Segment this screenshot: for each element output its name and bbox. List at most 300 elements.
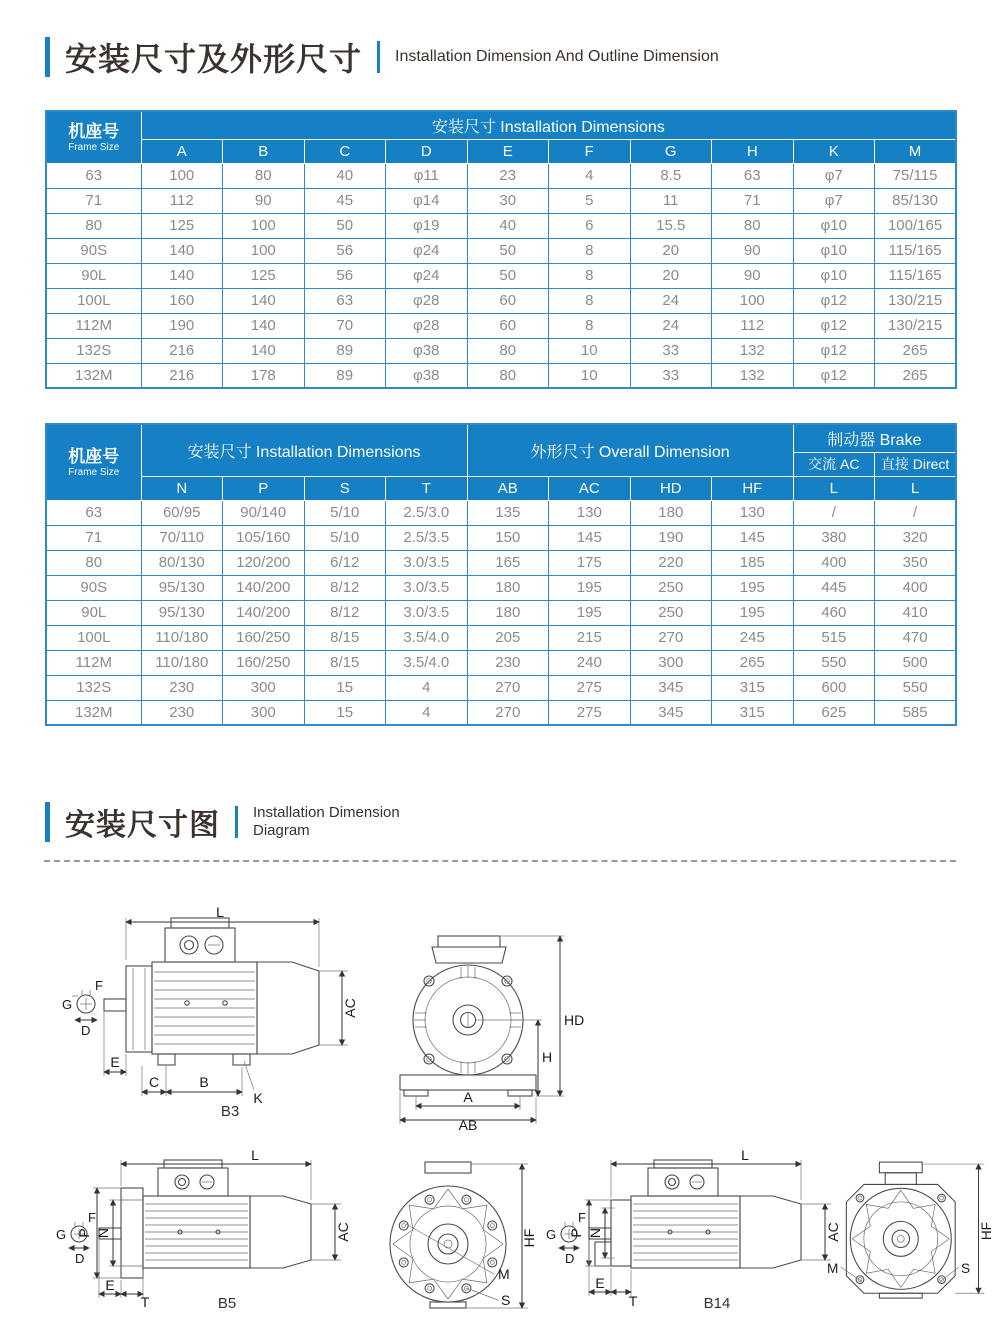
dimension-cell: 20: [630, 238, 712, 263]
dim-label-n: N: [95, 1227, 111, 1239]
table-row: [46, 363, 956, 388]
dimension-cell: 60: [467, 288, 549, 313]
dim-label-p: P: [76, 1228, 92, 1238]
dimension-cell: 275: [549, 700, 631, 725]
table-row: [46, 163, 956, 188]
dim-label-d: D: [565, 1251, 575, 1266]
dimension-cell: 190: [630, 525, 712, 550]
frame-size-cell: 112M: [46, 313, 141, 338]
dim-label-e: E: [110, 1054, 120, 1070]
dim-label-m: M: [826, 1260, 839, 1276]
dim-label-l: L: [216, 904, 224, 920]
column-letter-row: [46, 139, 956, 163]
dimension-cell: 8: [549, 263, 631, 288]
flange-front-drawing: [846, 1162, 955, 1298]
dimension-cell: 100: [223, 238, 305, 263]
dimension-cell: 585: [875, 700, 957, 725]
dimension-cell: φ10: [793, 213, 875, 238]
dimension-cell: 112: [712, 313, 794, 338]
dimension-cell: φ12: [793, 288, 875, 313]
dimension-cell: φ28: [386, 288, 468, 313]
dim-label-g: G: [546, 1227, 557, 1242]
dimension-cell: 8: [549, 238, 631, 263]
overall-dimensions-table: [45, 423, 957, 726]
dimension-cell: 75/115: [875, 163, 957, 188]
dimension-cell: φ12: [793, 363, 875, 388]
dimension-cell: φ7: [793, 188, 875, 213]
dimension-cell: 195: [549, 575, 631, 600]
dimension-cell: φ38: [386, 363, 468, 388]
table-row: [46, 650, 956, 675]
column-header: B: [223, 139, 305, 163]
dimension-cell: 90/140: [223, 500, 305, 525]
frame-size-cell: 80: [46, 213, 141, 238]
dimension-cell: 550: [875, 675, 957, 700]
dimension-cell: 445: [793, 575, 875, 600]
table-group-header-row: [46, 111, 956, 139]
dimension-cell: 8/15: [304, 650, 386, 675]
table-row: [46, 500, 956, 525]
dimension-cell: 24: [630, 288, 712, 313]
dimension-cell: 15.5: [630, 213, 712, 238]
dimension-cell: 70: [304, 313, 386, 338]
dimension-cell: 70/110: [141, 525, 223, 550]
dimension-cell: 8.5: [630, 163, 712, 188]
dimension-cell: 110/180: [141, 650, 223, 675]
dimension-cell: 3.5/4.0: [386, 650, 468, 675]
dimension-cell: 300: [630, 650, 712, 675]
table-row: [46, 600, 956, 625]
column-header: K: [793, 139, 875, 163]
dim-label-g: G: [56, 1227, 67, 1242]
table-row: [46, 288, 956, 313]
dimension-cell: 10: [549, 338, 631, 363]
dimension-cell: 315: [712, 675, 794, 700]
dimension-cell: φ12: [793, 313, 875, 338]
column-header: P: [223, 476, 305, 500]
group-header-installation-dimensions: 安装尺寸 Installation Dimensions: [141, 111, 956, 139]
dim-label-l: L: [251, 1147, 259, 1163]
b5-dimension-lines: [93, 1160, 341, 1298]
dim-label-f: F: [88, 1210, 96, 1225]
dimension-cell: 180: [630, 500, 712, 525]
frame-size-header-en: Frame Size: [68, 466, 120, 478]
dim-label-m: M: [498, 1266, 510, 1282]
column-header: E: [467, 139, 549, 163]
subheader-direct: 直接 Direct: [875, 452, 957, 476]
title-divider: [377, 41, 380, 73]
table-row: [46, 213, 956, 238]
frame-size-cell: 90S: [46, 575, 141, 600]
dimension-cell: 56: [304, 263, 386, 288]
frame-size-cell: 112M: [46, 650, 141, 675]
dimension-cell: 140/200: [223, 575, 305, 600]
dimension-cell: 165: [467, 550, 549, 575]
table-row: [46, 525, 956, 550]
dimension-cell: 150: [467, 525, 549, 550]
dimension-cell: 140/200: [223, 600, 305, 625]
dim-label-e: E: [105, 1277, 115, 1293]
dimension-cell: 270: [467, 675, 549, 700]
dimension-cell: 63: [712, 163, 794, 188]
dimension-cell: 195: [712, 575, 794, 600]
column-header: F: [549, 139, 631, 163]
table-row: [46, 625, 956, 650]
title-accent-bar: [45, 802, 50, 842]
dimension-cell: 140: [141, 238, 223, 263]
dimension-cell: 270: [630, 625, 712, 650]
dimension-cell: 90: [712, 238, 794, 263]
dimension-cell: 2.5/3.0: [386, 500, 468, 525]
dim-label-b: B: [199, 1074, 209, 1090]
column-header: HF: [712, 476, 794, 500]
frame-size-cell: 63: [46, 500, 141, 525]
dimension-cell: 115/165: [875, 238, 957, 263]
dimension-cell: 130: [712, 500, 794, 525]
dimension-cell: 95/130: [141, 600, 223, 625]
dimension-cell: 105/160: [223, 525, 305, 550]
dimension-cell: 10: [549, 363, 631, 388]
frame-size-cell: 90L: [46, 600, 141, 625]
dimension-cell: 80/130: [141, 550, 223, 575]
dimension-cell: 71: [712, 188, 794, 213]
dim-label-e: E: [595, 1275, 605, 1291]
dimension-cell: 230: [141, 700, 223, 725]
dim-label-g: G: [62, 997, 73, 1012]
subheader-ac: 交流 AC: [793, 452, 875, 476]
group-header-installation-dimensions: 安装尺寸 Installation Dimensions: [141, 424, 467, 476]
table-row: [46, 675, 956, 700]
dimension-cell: 60: [467, 313, 549, 338]
dimension-cell: 145: [712, 525, 794, 550]
dim-label-l: L: [741, 1147, 749, 1163]
frame-size-cell: 71: [46, 525, 141, 550]
dimension-cell: φ7: [793, 163, 875, 188]
b3-dimension-lines: [104, 918, 348, 1096]
dim-label-hf: HF: [521, 1228, 537, 1248]
dim-label-d: D: [81, 1023, 91, 1038]
dimension-cell: 345: [630, 700, 712, 725]
dimension-cell: 320: [875, 525, 957, 550]
dimension-cell: 380: [793, 525, 875, 550]
dimension-cell: 230: [467, 650, 549, 675]
dimension-cell: φ12: [793, 338, 875, 363]
dimension-cell: 80: [467, 338, 549, 363]
dimension-cell: 100: [223, 213, 305, 238]
dim-label-f: F: [95, 978, 103, 993]
dimension-cell: 4: [386, 675, 468, 700]
dimension-cell: 175: [549, 550, 631, 575]
frame-size-header: [46, 424, 141, 500]
frame-size-cell: 132S: [46, 675, 141, 700]
b3-side-view-diagram: [62, 904, 362, 1119]
dimension-cell: 216: [141, 363, 223, 388]
frame-size-cell: 90L: [46, 263, 141, 288]
dimension-cell: 89: [304, 338, 386, 363]
dimension-cell: 6: [549, 213, 631, 238]
dimension-cell: 160/250: [223, 625, 305, 650]
dimension-cell: φ24: [386, 263, 468, 288]
b3-front-view-diagram: [366, 930, 586, 1133]
dim-label-ac: AC: [825, 1222, 841, 1242]
dimension-cell: 140: [223, 338, 305, 363]
dimension-cell: 50: [467, 263, 549, 288]
installation-dimensions-table: [45, 110, 957, 389]
group-header-overall-dimension: 外形尺寸 Overall Dimension: [467, 424, 793, 476]
dimension-cell: 15: [304, 700, 386, 725]
dimension-cell: φ28: [386, 313, 468, 338]
dimension-cell: 135: [467, 500, 549, 525]
frame-size-header-zh: 机座号: [68, 121, 120, 141]
dim-label-p: P: [568, 1228, 584, 1238]
dimension-cell: φ11: [386, 163, 468, 188]
dimension-cell: 245: [712, 625, 794, 650]
frame-size-cell: 71: [46, 188, 141, 213]
dimension-cell: 130/215: [875, 313, 957, 338]
column-header: C: [304, 139, 386, 163]
flange-front-drawing: [390, 1162, 506, 1308]
dimension-cell: 195: [712, 600, 794, 625]
dimension-cell: φ10: [793, 263, 875, 288]
dashed-separator: [44, 860, 956, 862]
dimension-cell: 115/165: [875, 263, 957, 288]
page-title-zh: 安装尺寸及外形尺寸: [65, 41, 363, 77]
frame-size-cell: 132M: [46, 700, 141, 725]
dimension-cell: 130: [549, 500, 631, 525]
diagram-title-en-line1: Installation Dimension: [253, 804, 400, 821]
section-header-installation-diagram: [45, 800, 1000, 844]
dimension-cell: 145: [549, 525, 631, 550]
b14-caption: B14: [703, 1295, 731, 1312]
dimension-cell: 8/15: [304, 625, 386, 650]
table-row: [46, 238, 956, 263]
dimension-cell: 410: [875, 600, 957, 625]
dimension-cell: 23: [467, 163, 549, 188]
dimension-cell: 230: [141, 675, 223, 700]
dimension-cell: 250: [630, 600, 712, 625]
column-header: AB: [467, 476, 549, 500]
column-header: M: [875, 139, 957, 163]
dimension-cell: φ38: [386, 338, 468, 363]
dimension-cell: 160/250: [223, 650, 305, 675]
dimension-cell: 160: [141, 288, 223, 313]
dimension-cell: 195: [549, 600, 631, 625]
frame-size-header: [46, 111, 141, 163]
dim-label-s: S: [961, 1260, 971, 1276]
b5-side-view-diagram: [55, 1147, 355, 1312]
dimension-cell: 125: [223, 263, 305, 288]
b5-front-view-diagram: [368, 1158, 538, 1313]
dimension-cell: 178: [223, 363, 305, 388]
dim-label-k: K: [253, 1090, 263, 1106]
dimension-cell: 460: [793, 600, 875, 625]
dimension-cell: 45: [304, 188, 386, 213]
dim-label-a: A: [463, 1089, 473, 1105]
column-header: H: [712, 139, 794, 163]
dimension-cell: 8/12: [304, 600, 386, 625]
dimension-cell: φ10: [793, 238, 875, 263]
b14-front-view-diagram: [825, 1158, 995, 1309]
table-row: [46, 575, 956, 600]
dimension-cell: 132: [712, 363, 794, 388]
dimension-cell: 20: [630, 263, 712, 288]
dimension-cell: 315: [712, 700, 794, 725]
dimension-cell: 600: [793, 675, 875, 700]
dimension-cell: 185: [712, 550, 794, 575]
table-row: [46, 550, 956, 575]
dimension-cell: 4: [386, 700, 468, 725]
dimension-cell: 265: [712, 650, 794, 675]
dimension-cell: 180: [467, 575, 549, 600]
dimension-cell: 300: [223, 675, 305, 700]
dimension-cell: 140: [141, 263, 223, 288]
dimension-cell: φ24: [386, 238, 468, 263]
dimension-cell: 515: [793, 625, 875, 650]
dimension-cell: 240: [549, 650, 631, 675]
dimension-cell: 550: [793, 650, 875, 675]
frame-size-header-en: Frame Size: [68, 141, 120, 153]
dimension-cell: 270: [467, 700, 549, 725]
dimension-cell: 180: [467, 600, 549, 625]
dimension-cell: 50: [304, 213, 386, 238]
diagram-title-zh: 安装尺寸图: [65, 809, 220, 842]
dimension-cell: 300: [223, 700, 305, 725]
dimension-cell: 40: [304, 163, 386, 188]
dimension-cell: 140: [223, 313, 305, 338]
dim-label-h: H: [542, 1049, 553, 1065]
title-divider: [235, 806, 238, 838]
dimension-cell: 220: [630, 550, 712, 575]
dimension-cell: 120/200: [223, 550, 305, 575]
dimension-cell: /: [793, 500, 875, 525]
dimension-cell: 350: [875, 550, 957, 575]
dimension-cell: 3.0/3.5: [386, 550, 468, 575]
dim-label-ac: AC: [342, 998, 358, 1018]
dimension-cell: 15: [304, 675, 386, 700]
motor-side-drawing: [104, 918, 319, 1065]
dimension-cell: 5/10: [304, 500, 386, 525]
frame-size-cell: 132M: [46, 363, 141, 388]
column-header: G: [630, 139, 712, 163]
frame-size-cell: 100L: [46, 625, 141, 650]
b14-dimension-lines: [585, 1160, 831, 1296]
dimension-cell: 190: [141, 313, 223, 338]
dimension-cell: 56: [304, 238, 386, 263]
dimension-cell: 130/215: [875, 288, 957, 313]
motor-front-drawing: [400, 936, 536, 1096]
dimension-cell: 60/95: [141, 500, 223, 525]
column-header: L: [793, 476, 875, 500]
dim-label-hf: HF: [979, 1222, 995, 1241]
column-header: HD: [630, 476, 712, 500]
dim-label-ac: AC: [335, 1222, 351, 1242]
dimension-cell: 470: [875, 625, 957, 650]
dimension-cell: 625: [793, 700, 875, 725]
table-row: [46, 700, 956, 725]
dimension-cell: 6/12: [304, 550, 386, 575]
frame-size-cell: 100L: [46, 288, 141, 313]
dimension-cell: 8: [549, 313, 631, 338]
dimension-cell: 3.5/4.0: [386, 625, 468, 650]
column-header: L: [875, 476, 957, 500]
dim-label-c: C: [148, 1074, 160, 1090]
dimension-cell: φ19: [386, 213, 468, 238]
column-header: AC: [549, 476, 631, 500]
diagram-title-en-line2: Diagram: [253, 822, 310, 839]
table-row: [46, 188, 956, 213]
column-header: S: [304, 476, 386, 500]
dim-label-ab: AB: [458, 1117, 478, 1133]
dimension-cell: 110/180: [141, 625, 223, 650]
dim-label-d: D: [75, 1251, 85, 1266]
dimension-cell: 400: [793, 550, 875, 575]
b3-caption: B3: [220, 1103, 240, 1120]
table-row: [46, 313, 956, 338]
dimension-cell: 33: [630, 363, 712, 388]
diagram-title-en: [253, 804, 400, 840]
dimension-cell: 89: [304, 363, 386, 388]
dim-label-t: T: [140, 1294, 150, 1310]
column-header: D: [386, 139, 468, 163]
dimension-cell: 5/10: [304, 525, 386, 550]
dimension-cell: φ14: [386, 188, 468, 213]
dim-label-f: F: [578, 1210, 586, 1225]
dimension-cell: 5: [549, 188, 631, 213]
dimension-cell: 3.0/3.5: [386, 600, 468, 625]
dimension-cell: 275: [549, 675, 631, 700]
dimension-cell: 80: [467, 363, 549, 388]
dimension-cell: 112: [141, 188, 223, 213]
installation-dimension-diagrams: [0, 864, 1000, 1320]
dimension-cell: 33: [630, 338, 712, 363]
dim-label-hd: HD: [564, 1012, 585, 1028]
dimension-cell: 100: [141, 163, 223, 188]
table-row: [46, 263, 956, 288]
dimension-cell: 265: [875, 338, 957, 363]
column-header: A: [141, 139, 223, 163]
dimension-cell: 140: [223, 288, 305, 313]
dim-label-s: S: [501, 1292, 511, 1308]
dimension-cell: 63: [304, 288, 386, 313]
dimension-cell: 4: [549, 163, 631, 188]
dimension-cell: 90: [223, 188, 305, 213]
dimension-cell: 100/165: [875, 213, 957, 238]
dimension-cell: 345: [630, 675, 712, 700]
frame-size-cell: 80: [46, 550, 141, 575]
page-title-en: Installation Dimension And Outline Dimension: [395, 48, 719, 66]
column-letter-row: [46, 476, 956, 500]
dimension-cell: 215: [549, 625, 631, 650]
dimension-cell: 125: [141, 213, 223, 238]
dimension-cell: 250: [630, 575, 712, 600]
dimension-cell: 216: [141, 338, 223, 363]
dimension-cell: 265: [875, 363, 957, 388]
dimension-cell: 90: [712, 263, 794, 288]
dimension-cell: 3.0/3.5: [386, 575, 468, 600]
frame-size-header-zh: 机座号: [68, 446, 120, 466]
table-group-header-row: [46, 424, 956, 452]
dim-label-t: T: [628, 1293, 638, 1309]
title-accent-bar: [45, 37, 50, 77]
dimension-cell: 8: [549, 288, 631, 313]
group-header-brake: 制动器 Brake: [793, 424, 956, 452]
frame-size-cell: 63: [46, 163, 141, 188]
dimension-cell: 80: [223, 163, 305, 188]
dimension-cell: 85/130: [875, 188, 957, 213]
dim-label-n: N: [587, 1227, 603, 1239]
dimension-cell: 30: [467, 188, 549, 213]
dimension-cell: 80: [712, 213, 794, 238]
